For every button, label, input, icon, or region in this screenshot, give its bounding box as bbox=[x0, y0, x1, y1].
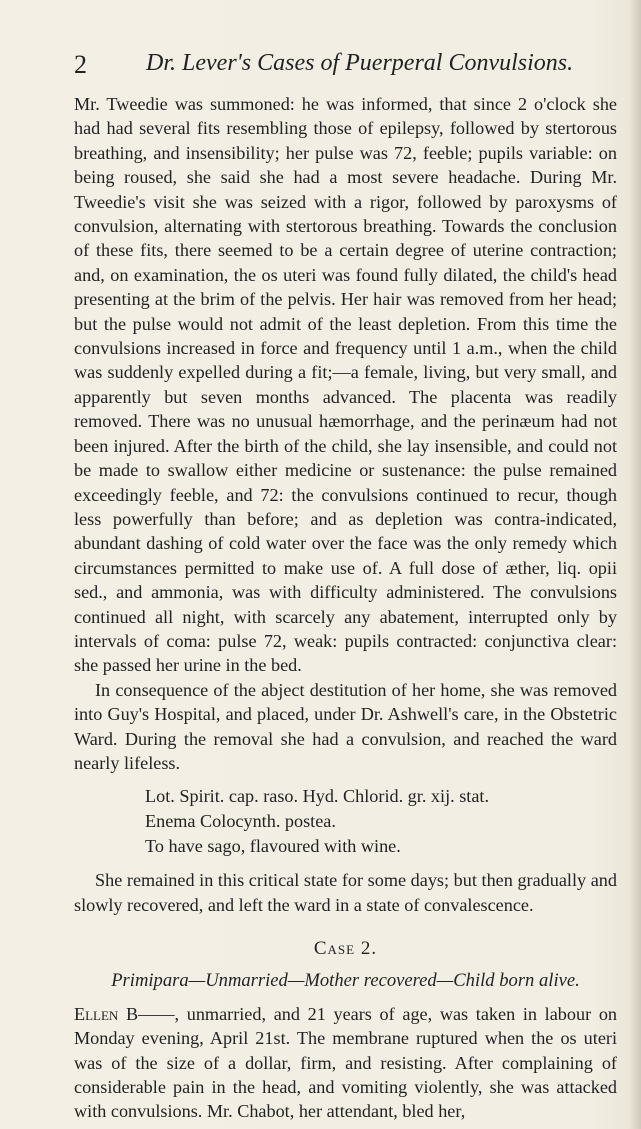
case-2-text: , unmarried, and 21 years of age, was taken in labour on Monday evening, April 21st. The membrane ruptured when the os uteri was of the size of a dollar, firm, and resisting. After complaining of considerable pain in the head, and vomiting violently, she was attacked with convulsions. Mr. Chabot, her attendant, bled her, bbox=[74, 1003, 618, 1122]
paragraph-case2 bbox=[74, 1002, 617, 1124]
case-2-heading: Case 2. bbox=[313, 937, 378, 959]
prescription-line: Enema Colocynth. postea. bbox=[145, 810, 336, 831]
body-text bbox=[74, 92, 617, 1124]
case-2-subtitle: Primipara—Unmarried—Mother recovered—Child born alive. bbox=[111, 970, 580, 992]
prescription-block bbox=[145, 784, 617, 858]
prescription-line: To have sago, flavoured with wine. bbox=[145, 835, 401, 856]
prescription-line: Lot. Spirit. cap. raso. Hyd. Chlorid. gr. xij. stat. bbox=[145, 786, 490, 807]
paragraph-case1-continuation: Mr. Tweedie was summoned: he was informed, that since 2 o'clock she had had several fits resembling those of epilepsy, followed by stertorous breathing, and insensibility; her pulse was 72, feeble; pupils variable: on being roused, she said she had a most severe headache. During Mr. Tweedie's visit she was seized with a rigor, followed by paroxysms of convulsion, alternating with stertorous breathing. Towards the conclusion of these fits, there seemed to be a certain degree of uterine contraction; and, on examination, the os uteri was found fully dilated, the child's head presenting at the brim of the pelvis. Her hair was removed from her head; but the pulse would not admit of the least depletion. From this time the convulsions increased in force and frequency until 1 a.m., when the child was suddenly expelled during a fit;—a female, living, but very small, and apparently but seven months advanced. The placenta was readily removed. There was no unusual hæmorrhage, and the perinæum had not been injured. After the birth of the child, she lay insensible, and could not be made to swallow either medicine or sustenance: the pulse remained exceedingly feeble, and 72: the convulsions continued to recur, though less powerfully than before; and as depletion was contra-indicated, abundant dashing of cold water over the face was the only remedy which circumstances permitted to make use of. A full dose of æther, liq. opii sed., and ammonia, was with difficulty administered. The convulsions continued all night, with scarcely any abatement, interrupted only by intervals of coma: pulse 72, weak: pupils contracted: conjunctiva clear: she passed her urine in the bed. bbox=[74, 94, 617, 676]
page-edge-shadow bbox=[629, 0, 641, 1129]
patient-name: Ellen B—— bbox=[74, 1003, 175, 1024]
paragraph-recovery: She remained in this critical state for some days; but then gradually and slowly recovered, and left the ward in a state of convalescence. bbox=[74, 870, 617, 915]
running-title: Dr. Lever's Cases of Puerperal Convulsions. bbox=[146, 50, 574, 76]
page-header bbox=[74, 50, 614, 86]
paragraph-hospital-removal: In consequence of the abject destitution of her home, she was removed into Guy's Hospital, and placed, under Dr. Ashwell's care, in the Obstetric Ward. During the removal she had a convulsion, and reached the ward nearly lifeless. bbox=[74, 679, 617, 773]
page-number: 2 bbox=[74, 50, 87, 79]
